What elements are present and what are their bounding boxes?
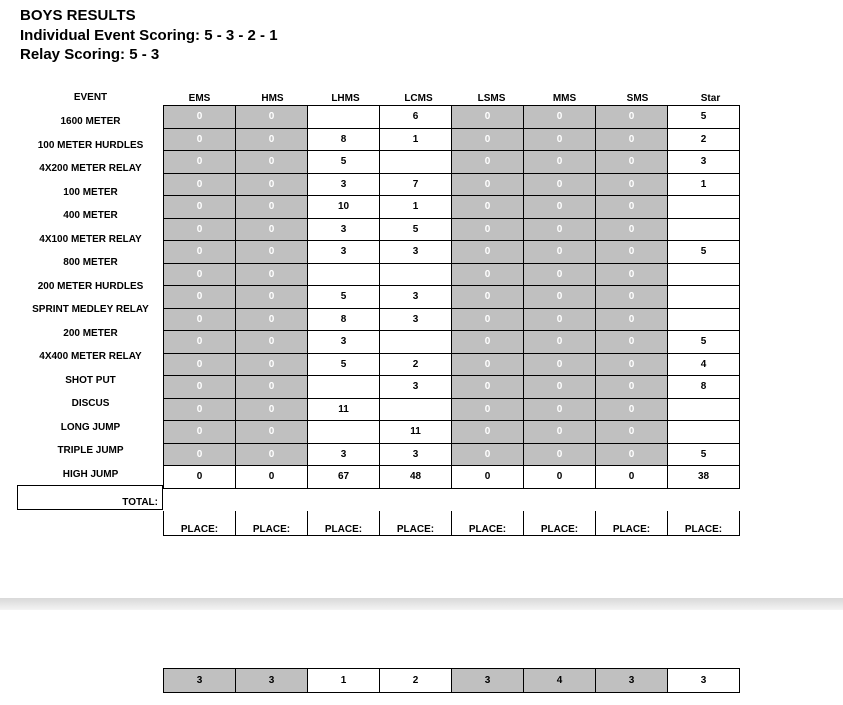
score-cell: 0 (596, 173, 668, 196)
score-cell: 2 (668, 128, 740, 151)
column-header-ems: EMS (188, 93, 211, 104)
score-cell: 3 (308, 331, 380, 354)
relay-scoring-note: Relay Scoring: 5 - 3 (20, 46, 160, 63)
score-cell: 0 (596, 263, 668, 286)
event-label: TRIPLE JUMP (57, 445, 124, 456)
event-label: 4X200 METER RELAY (39, 163, 142, 174)
score-cell: 0 (596, 331, 668, 354)
score-cell: 0 (596, 398, 668, 421)
score-cell: 0 (236, 241, 308, 264)
event-label: 400 METER (63, 210, 118, 221)
place-row (163, 511, 740, 536)
total-label-box (17, 485, 163, 510)
score-cell: 0 (236, 421, 308, 444)
column-header-mms: MMS (552, 93, 577, 104)
score-cell: 0 (596, 286, 668, 309)
total-cell: 0 (596, 466, 668, 489)
score-cell: 3 (308, 241, 380, 264)
score-cell: 0 (452, 443, 524, 466)
score-cell: 3 (308, 443, 380, 466)
score-cell: 1 (668, 173, 740, 196)
score-cell: 8 (668, 376, 740, 399)
score-cell: 0 (452, 286, 524, 309)
score-cell: 0 (236, 353, 308, 376)
table-row (164, 151, 740, 174)
score-cell: 0 (452, 173, 524, 196)
table-row (164, 241, 740, 264)
score-cell: 0 (524, 128, 596, 151)
rank-cell: 2 (380, 669, 452, 693)
score-cell: 4 (668, 353, 740, 376)
score-cell (308, 421, 380, 444)
score-cell: 0 (236, 443, 308, 466)
score-cell: 0 (236, 173, 308, 196)
score-cell: 0 (524, 286, 596, 309)
score-cell: 0 (524, 106, 596, 129)
score-cell: 0 (452, 398, 524, 421)
event-label: 4X100 METER RELAY (39, 233, 142, 245)
score-cell: 5 (668, 106, 740, 129)
score-cell: 1 (380, 128, 452, 151)
score-cell (380, 151, 452, 174)
individual-scoring-note: Individual Event Scoring: 5 - 3 - 2 - 1 (20, 26, 278, 44)
place-cell: PLACE: (164, 511, 236, 535)
score-cell: 0 (164, 263, 236, 286)
place-cell: PLACE: (668, 511, 740, 535)
score-cell: 0 (236, 308, 308, 331)
total-cell: 0 (452, 466, 524, 489)
score-cell: 3 (668, 151, 740, 174)
event-label: 800 METER (63, 257, 118, 268)
total-cell: 67 (308, 466, 380, 489)
score-cell: 0 (452, 128, 524, 151)
score-cell: 0 (596, 353, 668, 376)
column-header-lhms: LHMS (331, 93, 360, 104)
table-row (164, 218, 740, 241)
rank-cell: 1 (308, 669, 380, 693)
event-label: 200 METER (63, 327, 118, 339)
score-cell (668, 196, 740, 219)
score-cell: 0 (452, 331, 524, 354)
score-cell: 0 (164, 443, 236, 466)
score-cell: 0 (596, 376, 668, 399)
score-cell: 0 (524, 241, 596, 264)
rank-cell: 3 (668, 669, 740, 693)
score-cell: 0 (452, 308, 524, 331)
score-cell: 0 (596, 128, 668, 151)
page-divider (0, 598, 843, 610)
place-cell: PLACE: (308, 511, 380, 535)
score-cell: 3 (380, 376, 452, 399)
table-row (164, 286, 740, 309)
score-cell: 0 (596, 421, 668, 444)
score-cell: 0 (452, 106, 524, 129)
score-cell: 0 (236, 196, 308, 219)
score-cell: 5 (668, 331, 740, 354)
column-header-hms: HMS (261, 93, 284, 104)
event-label: 4X400 METER RELAY (39, 351, 142, 362)
score-cell: 5 (308, 353, 380, 376)
column-header-star: Star (700, 93, 721, 104)
table-row (164, 376, 740, 399)
score-cell (668, 218, 740, 241)
score-cell: 0 (524, 218, 596, 241)
place-cell: PLACE: (236, 511, 308, 535)
score-cell (668, 308, 740, 331)
score-cell: 0 (524, 196, 596, 219)
score-cell: 0 (164, 106, 236, 129)
place-cell: PLACE: (524, 511, 596, 535)
score-cell: 0 (452, 196, 524, 219)
score-cell: 3 (308, 218, 380, 241)
score-cell: 0 (164, 241, 236, 264)
score-cell: 0 (524, 331, 596, 354)
column-header-lcms: LCMS (404, 93, 433, 104)
score-cell: 5 (308, 151, 380, 174)
score-cell (668, 286, 740, 309)
event-label: SPRINT MEDLEY RELAY (32, 304, 149, 315)
score-cell: 0 (236, 376, 308, 399)
place-cell: PLACE: (452, 511, 524, 535)
score-cell (308, 106, 380, 129)
score-cell: 10 (308, 196, 380, 219)
table-row (164, 331, 740, 354)
score-cell: 0 (596, 443, 668, 466)
total-cell: 0 (524, 466, 596, 489)
score-cell: 5 (668, 443, 740, 466)
score-cell: 11 (308, 398, 380, 421)
score-cell: 0 (236, 218, 308, 241)
place-cell: PLACE: (596, 511, 668, 535)
score-cell: 0 (452, 263, 524, 286)
rank-cell: 3 (596, 669, 668, 693)
total-cell: 0 (164, 466, 236, 489)
score-cell: 8 (308, 128, 380, 151)
score-cell: 0 (524, 263, 596, 286)
event-label: LONG JUMP (60, 421, 121, 433)
score-cell: 0 (164, 331, 236, 354)
event-column-header: EVENT (73, 92, 108, 103)
score-cell: 3 (380, 241, 452, 264)
table-row (164, 173, 740, 196)
score-cell: 0 (164, 173, 236, 196)
score-cell: 0 (164, 218, 236, 241)
score-cell: 0 (524, 308, 596, 331)
score-cell (380, 398, 452, 421)
table-row (164, 308, 740, 331)
event-label: 1600 METER (60, 116, 121, 127)
rank-cell: 3 (164, 669, 236, 693)
rank-cell: 4 (524, 669, 596, 693)
score-cell: 0 (164, 286, 236, 309)
table-row (164, 421, 740, 444)
scores-table (163, 105, 740, 489)
column-header-lsms: LSMS (477, 93, 506, 104)
event-label: 100 METER HURDLES (37, 139, 144, 151)
score-cell: 0 (236, 263, 308, 286)
score-cell: 0 (164, 196, 236, 219)
score-cell: 0 (236, 398, 308, 421)
place-cell: PLACE: (380, 511, 452, 535)
event-label: SHOT PUT (65, 374, 116, 386)
score-cell: 0 (164, 376, 236, 399)
score-cell: 0 (236, 286, 308, 309)
score-cell: 8 (308, 308, 380, 331)
score-cell: 0 (596, 308, 668, 331)
total-label: TOTAL: (122, 497, 158, 508)
score-cell: 0 (596, 106, 668, 129)
score-cell (380, 263, 452, 286)
total-cell: 38 (668, 466, 740, 489)
score-cell: 0 (452, 353, 524, 376)
score-cell: 3 (308, 173, 380, 196)
total-cell: 0 (236, 466, 308, 489)
column-header-sms: SMS (626, 93, 649, 104)
score-cell: 0 (524, 398, 596, 421)
table-row (164, 443, 740, 466)
score-cell: 0 (524, 173, 596, 196)
score-cell: 3 (380, 286, 452, 309)
score-cell: 0 (596, 151, 668, 174)
score-cell (668, 421, 740, 444)
table-row (164, 398, 740, 421)
rank-cell: 3 (236, 669, 308, 693)
score-cell: 5 (380, 218, 452, 241)
total-cell: 48 (380, 466, 452, 489)
score-cell: 3 (380, 443, 452, 466)
event-label: 100 METER (63, 186, 118, 198)
score-cell: 2 (380, 353, 452, 376)
score-cell (380, 331, 452, 354)
table-row (164, 263, 740, 286)
totals-row (164, 466, 740, 489)
score-cell: 0 (596, 218, 668, 241)
score-cell: 0 (452, 421, 524, 444)
score-cell: 0 (164, 398, 236, 421)
score-cell: 5 (668, 241, 740, 264)
score-cell: 0 (164, 308, 236, 331)
score-cell: 0 (452, 151, 524, 174)
score-cell: 0 (164, 421, 236, 444)
report-header (20, 6, 278, 65)
score-cell: 7 (380, 173, 452, 196)
table-row (164, 106, 740, 129)
score-cell: 0 (452, 218, 524, 241)
score-cell: 3 (380, 308, 452, 331)
score-cell: 0 (236, 331, 308, 354)
score-cell: 0 (596, 241, 668, 264)
score-cell: 0 (524, 151, 596, 174)
score-cell (668, 398, 740, 421)
rank-cell: 3 (452, 669, 524, 693)
score-cell: 0 (236, 128, 308, 151)
score-cell: 0 (524, 443, 596, 466)
score-cell: 0 (164, 151, 236, 174)
score-cell: 0 (524, 353, 596, 376)
table-row (164, 128, 740, 151)
score-cell: 0 (236, 151, 308, 174)
score-cell: 0 (164, 128, 236, 151)
report-title: BOYS RESULTS (20, 7, 136, 24)
score-cell: 1 (380, 196, 452, 219)
table-row (164, 196, 740, 219)
table-row (164, 353, 740, 376)
event-label: 200 METER HURDLES (37, 280, 144, 292)
ranks-row (163, 668, 740, 693)
score-cell (668, 263, 740, 286)
score-cell: 5 (308, 286, 380, 309)
score-cell: 0 (596, 196, 668, 219)
score-cell (308, 376, 380, 399)
score-cell: 0 (164, 353, 236, 376)
score-cell: 0 (524, 376, 596, 399)
score-cell: 11 (380, 421, 452, 444)
score-cell (308, 263, 380, 286)
event-label: HIGH JUMP (62, 468, 119, 480)
score-cell: 0 (452, 376, 524, 399)
score-cell: 0 (452, 241, 524, 264)
score-cell: 0 (524, 421, 596, 444)
event-label: DISCUS (71, 398, 110, 409)
score-cell: 6 (380, 106, 452, 129)
score-cell: 0 (236, 106, 308, 129)
